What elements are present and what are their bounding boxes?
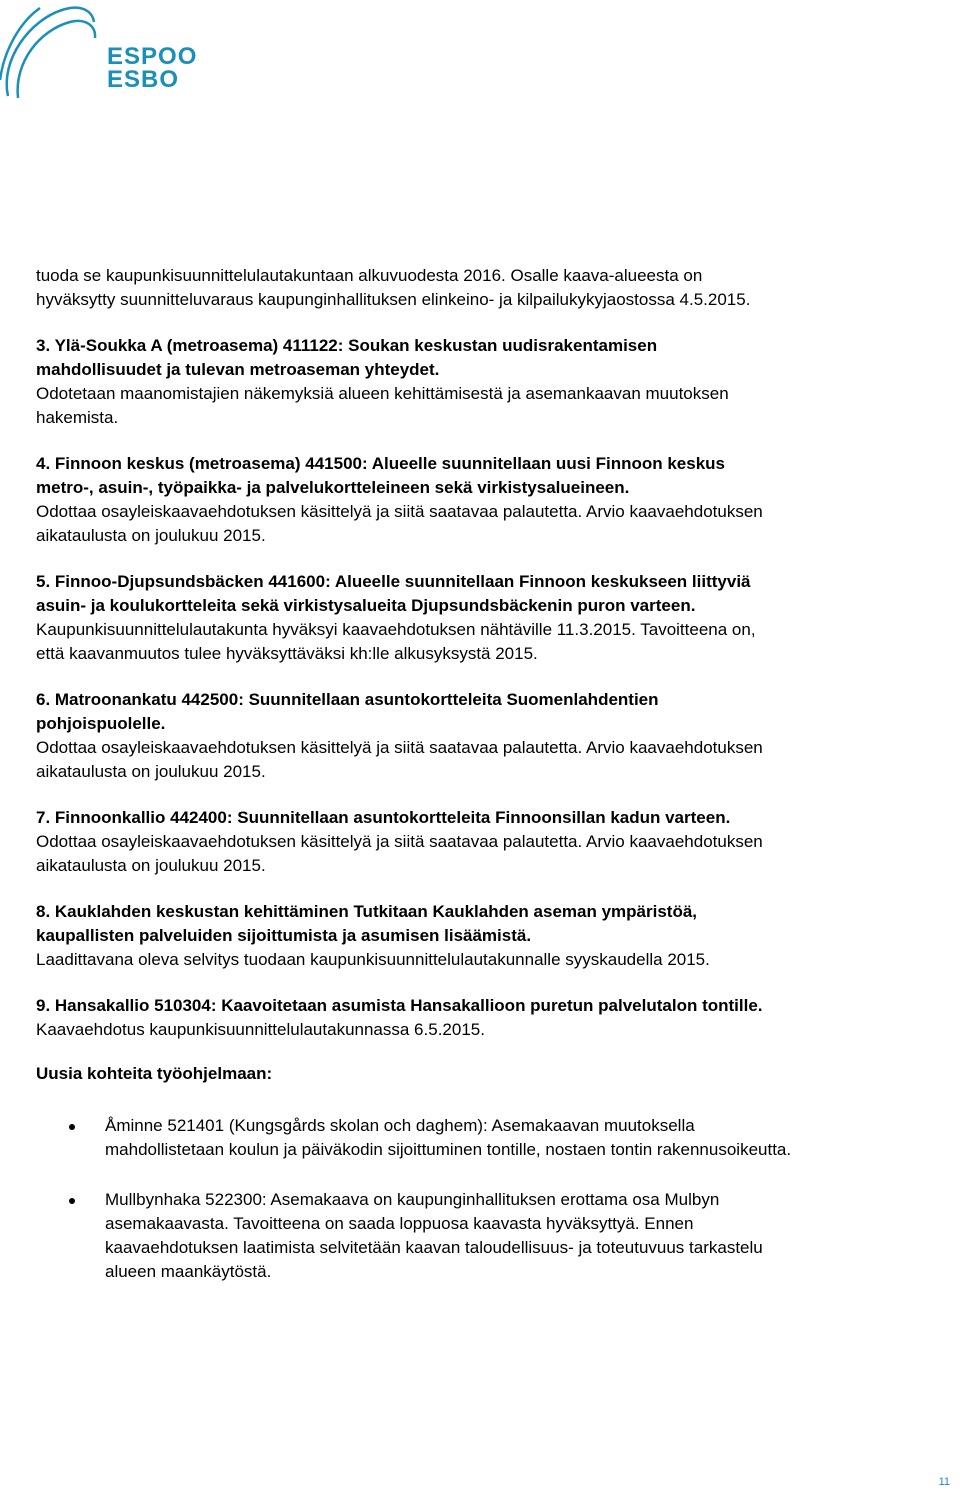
body-line: Kaavaehdotus kaupunkisuunnittelulautakunnassa 6.5.2015. [36,1020,485,1039]
title-line: 6. Matroonankatu 442500: Suunnitellaan asuntokortteleita Suomenlahdentien [36,690,659,709]
section-title [36,334,956,382]
section-title [36,806,956,830]
title-line: 7. Finnoonkallio 442400: Suunnitellaan asuntokortteleita Finnoonsillan kadun varteen. [36,808,731,827]
bullet-line: Åminne 521401 (Kungsgårds skolan och daghem): Asemakaavan muutoksella [105,1116,695,1135]
section-item-4 [36,452,956,548]
logo-esbo-text: ESBO [107,66,180,93]
body-line: Laadittavana oleva selvitys tuodaan kaupunkisuunnittelulautakunnalle syyskaudella 2015. [36,950,710,969]
section-body [36,1018,956,1042]
body-line: Odottaa osayleiskaavaehdotuksen käsittelyä ja siitä saatavaa palautetta. Arvio kaavaehdotuksen [36,832,763,851]
body-line: aikataulusta on joulukuu 2015. [36,526,266,545]
title-line: 5. Finnoo-Djupsundsbäcken 441600: Alueelle suunnitellaan Finnoon keskukseen liittyviä [36,572,751,591]
body-line: Odotetaan maanomistajien näkemyksiä alueen kehittämisestä ja asemankaavan muutoksen [36,384,729,403]
section-body [36,830,956,878]
bullet-line: kaavaehdotuksen laatimista selvitetään kaavan taloudellisuus- ja toteutuvuus tarkastelu [105,1238,763,1257]
section-item-3 [36,334,956,430]
intro-paragraph [36,264,956,312]
title-line: mahdollisuudet ja tulevan metroaseman yhteydet. [36,360,440,379]
title-line: 9. Hansakallio 510304: Kaavoitetaan asumista Hansakallioon puretun palvelutalon tontille. [36,996,763,1015]
section-item-8 [36,900,956,972]
section-body [36,618,956,666]
section-item-6 [36,688,956,784]
new-items-list [36,1114,956,1284]
section-title [36,570,956,618]
section-item-5 [36,570,956,666]
section-body [36,736,956,784]
bullet-icon [69,1198,75,1204]
section-body [36,382,956,430]
body-line: Kaupunkisuunnittelulautakunta hyväksyi kaavaehdotuksen nähtäville 11.3.2015. Tavoitteena on, [36,620,756,639]
body-line: aikataulusta on joulukuu 2015. [36,856,266,875]
bullet-line: alueen maankäytöstä. [105,1262,272,1281]
section-title [36,994,956,1018]
section-item-7 [36,806,956,878]
bullet-line: asemakaavasta. Tavoitteena on saada loppuosa kaavasta hyväksyttyä. Ennen [105,1214,694,1233]
bullet-line: Mullbynhaka 522300: Asemakaava on kaupunginhallituksen erottama osa Mulbyn [105,1190,720,1209]
title-line: pohjoispuolelle. [36,714,166,733]
title-line: asuin- ja koulukortteleita sekä virkistysalueita Djupsundsbäckenin puron varteen. [36,596,696,615]
section-title [36,688,956,736]
document-body [36,264,956,1310]
logo-swirl-icon [0,0,110,100]
text-line: tuoda se kaupunkisuunnittelulautakuntaan alkuvuodesta 2016. Osalle kaava-alueesta on [36,266,703,285]
espoo-logo [0,0,200,100]
title-line: 8. Kauklahden keskustan kehittäminen Tutkitaan Kauklahden aseman ympäristöä, [36,902,698,921]
section-title [36,900,956,948]
section-body [36,948,956,972]
text-line: hyväksytty suunnitteluvaraus kaupunginhallituksen elinkeino- ja kilpailukykyjaostossa 4.5.2015. [36,290,751,309]
bullet-icon [69,1124,75,1130]
logo-espoo-text: ESPOO [107,43,198,70]
title-line: 3. Ylä-Soukka A (metroasema) 411122: Soukan keskustan uudisrakentamisen [36,336,658,355]
title-line: metro-, asuin-, työpaikka- ja palvelukortteleineen sekä virkistysalueineen. [36,478,630,497]
new-items-heading: Uusia kohteita työohjelmaan: [36,1064,273,1083]
section-item-9 [36,994,956,1042]
body-line: aikataulusta on joulukuu 2015. [36,762,266,781]
section-title [36,452,956,500]
body-line: Odottaa osayleiskaavaehdotuksen käsittelyä ja siitä saatavaa palautetta. Arvio kaavaehdotuksen [36,738,763,757]
list-item [36,1114,956,1162]
list-item [36,1188,956,1284]
title-line: 4. Finnoon keskus (metroasema) 441500: Alueelle suunnitellaan uusi Finnoon keskus [36,454,726,473]
page-number: 11 [938,1476,950,1488]
section-body [36,500,956,548]
body-line: hakemista. [36,408,119,427]
bullet-line: mahdollistetaan koulun ja päiväkodin sijoittuminen tontille, nostaen tontin rakennusoikeutta. [105,1140,792,1159]
title-line: kaupallisten palveluiden sijoittumista ja asumisen lisäämistä. [36,926,532,945]
body-line: Odottaa osayleiskaavaehdotuksen käsittelyä ja siitä saatavaa palautetta. Arvio kaavaehdotuksen [36,502,763,521]
body-line: että kaavanmuutos tulee hyväksyttäväksi kh:lle alkusyksystä 2015. [36,644,538,663]
